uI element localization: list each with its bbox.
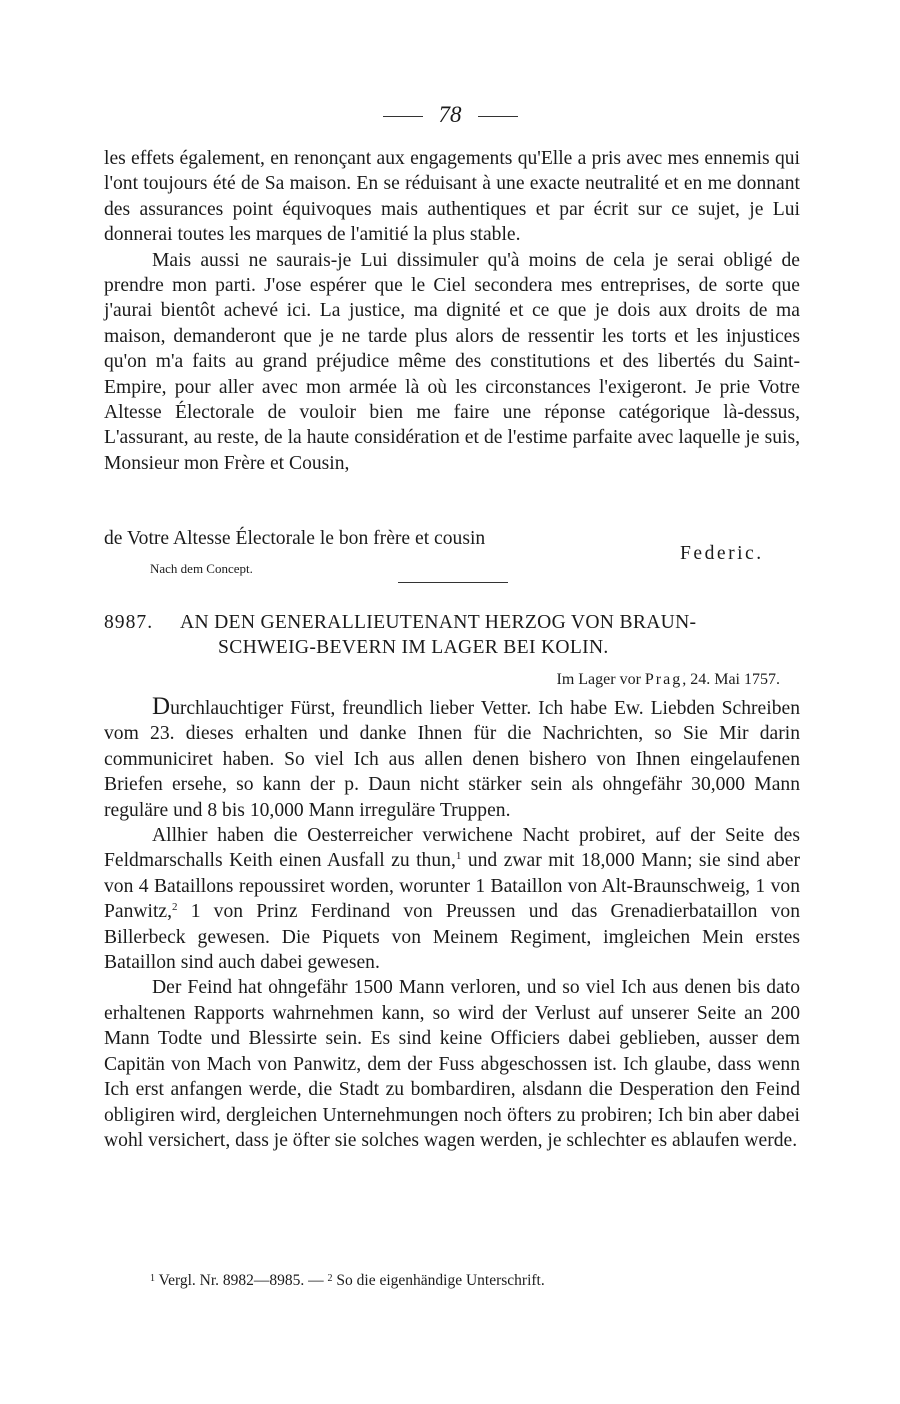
dateline-place: Prag bbox=[644, 671, 683, 688]
letter-paragraph-2: Mais aussi ne saurais-je Lui dissimuler qu'à moins de cela je serai obligé de prendre mon parti. J'ose espérer que le Ciel secondera mes entreprises, de sorte que j'aurai bientôt achevé ici. La justice, ma dignité et ce que je dois aux droits de ma maison, demanderont que je ne tarde plus alors de ressentir les torts et les injustices qu'on m'a faits au grand préjudice même des constitutions et des libertés du Saint-Empire, pour aller avec mon armée là où les circonstances l'exigeront. Je prie Votre Altesse Électorale de vouloir bien me faire une réponse catégorique là-dessus, L'assurant, au reste, de la haute considération et de l'estime parfaite avec laquelle je suis, Monsieur mon Frère et Cousin, bbox=[104, 249, 800, 474]
heading-line-1: AN DEN GENERALLIEUTENANT HERZOG VON BRAUN- bbox=[180, 612, 697, 633]
footnote-ref-1: 1 bbox=[455, 850, 462, 863]
header-rule-left bbox=[383, 116, 423, 117]
footnote-ref-2: 2 bbox=[172, 901, 178, 914]
body-paragraph-2-part-a: Allhier haben die Oesterreicher verwichene Nacht probiret, auf der Seite des Feldmarschalls Keith einen Ausfall zu thun, bbox=[104, 825, 800, 872]
body-paragraph-1-text: urchlauchtiger Fürst, freundlich lieber Vetter. Ich habe Ew. Liebden Schreiben vom 23. dieses erhalten und danke Ihnen für die Nachrichten, so Sie Mir darin communiciret haben. So viel Ich aus allen denen bishero von Ihnen eingelaufenen Briefen ersehe, so kann der p. Daun nicht stärker sein als ohngefähr 30,000 Mann reguläre und 8 bis 10,000 Mann irreguläre Truppen. bbox=[104, 698, 800, 821]
footnote-marker-2: 2 bbox=[327, 1273, 333, 1284]
page-number: 78 bbox=[438, 102, 462, 127]
heading-line-2: SCHWEIG-BEVERN IM LAGER BEI KOLIN. bbox=[218, 637, 609, 658]
footnote-text-1: Vergl. Nr. 8982—8985. bbox=[155, 1272, 305, 1289]
document-number: 8987. bbox=[104, 612, 154, 633]
section-divider bbox=[398, 582, 508, 583]
footnotes bbox=[150, 1270, 800, 1292]
letter-paragraph-1: les effets également, en renonçant aux engagements qu'Elle a pris avec mes ennemis qui l'ont toujours été de Sa maison. En se réduisant à une exacte neutralité et en me donnant des assurances point équivoques mais authentiques et par écrit sur ce sujet, je Lui donnerai toutes les marques de l'amitié la plus stable. bbox=[104, 148, 800, 246]
dateline-prefix: Im Lager vor bbox=[556, 671, 641, 688]
source-note: Nach dem Concept. bbox=[150, 561, 253, 576]
body-paragraph-2-part-c: 1 von Prinz Ferdinand von Preussen und das Grenadierbataillon von Billerbeck gewesen. Die Piquets von Meinem Regiment, imgleichen Mein erstes Bataillon sind auch dabei gewesen. bbox=[104, 901, 800, 974]
body-paragraph-2-part-b: und zwar mit 18,000 Mann; sie sind aber von 4 Bataillons repoussiret worden, worunter 1 Bataillon von Alt-Braunschweig, 1 von Panwitz, bbox=[104, 850, 800, 923]
footnote-marker-1: 1 bbox=[150, 1273, 155, 1284]
body-paragraph-1 bbox=[104, 694, 800, 823]
letter-continuation bbox=[104, 146, 800, 476]
header-rule-right bbox=[478, 116, 518, 117]
footnote-text-2: So die eigenhändige Unterschrift. bbox=[332, 1272, 545, 1289]
letter-closing: de Votre Altesse Électorale le bon frère et cousin bbox=[104, 528, 486, 549]
signature: Federic. bbox=[680, 543, 764, 564]
initial-letter: D bbox=[152, 693, 171, 720]
dateline-date: , 24. Mai 1757. bbox=[682, 671, 780, 688]
body-paragraph-3: Der Feind hat ohngefähr 1500 Mann verloren, und so viel Ich aus denen bis dato erhaltenen Rapports wahrnehmen kann, so wird der Verlust auf unserer Seite an 200 Mann Todte und Blessirte sein. Es sind keine Officiers dabei geblieben, ausser dem Capitän von Mach von Panwitz, dem der Fuss abgeschossen ist. Ich glaube, dass wenn Ich erst anfangen werde, die Stadt zu bombardiren, alsdann die Desperation den Feind obligiren wird, dergleichen Unternehmungen noch öfters zu probiren; Ich bin aber dabei wohl versichert, dass je öfter sie solches wagen werden, je schlechter es ablaufen werde. bbox=[104, 977, 800, 1151]
page-header bbox=[0, 100, 900, 130]
letter-body bbox=[104, 694, 800, 1153]
body-paragraph-2 bbox=[104, 823, 800, 975]
footnote-separator: — bbox=[304, 1272, 328, 1289]
dateline bbox=[556, 669, 780, 691]
